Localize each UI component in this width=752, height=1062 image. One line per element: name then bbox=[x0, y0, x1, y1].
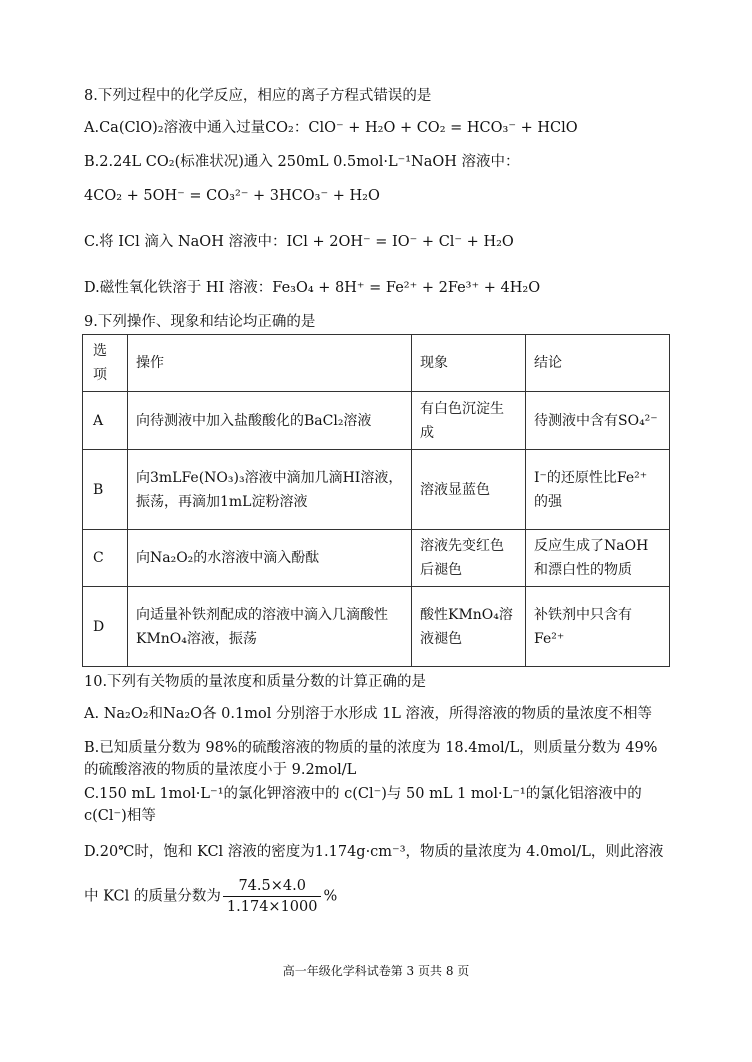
fraction-denominator: 1.174×1000 bbox=[226, 899, 318, 915]
q8-option-b-equation: 4CO₂ + 5OH⁻ = CO₃²⁻ + 3HCO₃⁻ + H₂O bbox=[84, 188, 380, 204]
page-footer: 高一年级化学科试卷第 3 页共 8 页 bbox=[282, 964, 470, 978]
phenomenon-cell: 有白色沉淀生成 bbox=[412, 392, 526, 450]
mass-fraction-formula bbox=[223, 876, 322, 917]
q10-option-c-line2: c(Cl⁻)相等 bbox=[84, 808, 156, 824]
table-row bbox=[83, 587, 670, 667]
q10-option-b-line2: 的硫酸溶液的物质的量浓度小于 9.2mol/L bbox=[84, 762, 357, 778]
phenomenon-cell: 溶液先变红色后褪色 bbox=[412, 530, 526, 587]
q8-stem: 8.下列过程中的化学反应，相应的离子方程式错误的是 bbox=[84, 88, 432, 104]
table-row bbox=[83, 450, 670, 530]
percent-sign: % bbox=[323, 888, 338, 905]
q10-option-a: A. Na₂O₂和Na₂O各 0.1mol 分别溶于水形成 1L 溶液，所得溶液的物质的量浓度不相等 bbox=[84, 706, 653, 722]
phenomenon-cell: 酸性KMnO₄溶液褪色 bbox=[412, 587, 526, 667]
q10-option-b-line1: B.已知质量分数为 98%的硫酸溶液的物质的量的浓度为 18.4mol/L，则质量分数为 49% bbox=[84, 740, 658, 756]
header-cell: 现象 bbox=[412, 335, 526, 392]
operation-cell: 向适量补铁剂配成的溶液中滴入几滴酸性KMnO₄溶液，振荡 bbox=[128, 587, 412, 667]
operation-cell: 向待测液中加入盐酸酸化的BaCl₂溶液 bbox=[128, 392, 412, 450]
phenomenon-cell: 溶液显蓝色 bbox=[412, 450, 526, 530]
q8-option-d: D.磁性氧化铁溶于 HI 溶液：Fe₃O₄ + 8H⁺ = Fe²⁺ + 2Fe³⁺ + 4H₂O bbox=[84, 280, 541, 296]
conclusion-cell: 待测液中含有SO₄²⁻ bbox=[526, 392, 670, 450]
conclusion-cell: I⁻的还原性比Fe²⁺的强 bbox=[526, 450, 670, 530]
q10-stem: 10.下列有关物质的量浓度和质量分数的计算正确的是 bbox=[84, 674, 427, 690]
operation-cell: 向3mLFe(NO₃)₃溶液中滴加几滴HI溶液，振荡，再滴加1mL淀粉溶液 bbox=[128, 450, 412, 530]
q10-option-c-line1: C.150 mL 1mol·L⁻¹的氯化钾溶液中的 c(Cl⁻)与 50 mL 1 mol·L⁻¹的氯化铝溶液中的 bbox=[84, 786, 642, 802]
q10-option-d-line2 bbox=[84, 876, 337, 917]
table-row bbox=[83, 530, 670, 587]
option-cell: C bbox=[83, 530, 128, 587]
option-cell: D bbox=[83, 587, 128, 667]
fraction-numerator: 74.5×4.0 bbox=[223, 876, 322, 897]
table-row bbox=[83, 392, 670, 450]
option-cell: B bbox=[83, 450, 128, 530]
header-cell: 操作 bbox=[128, 335, 412, 392]
q8-option-c: C.将 ICl 滴入 NaOH 溶液中：ICl + 2OH⁻ = IO⁻ + Cl⁻ + H₂O bbox=[84, 234, 514, 250]
q10-option-d-line1: D.20℃时，饱和 KCl 溶液的密度为1.174g·cm⁻³，物质的量浓度为 4.0mol/L，则此溶液 bbox=[84, 844, 664, 860]
header-cell: 选项 bbox=[83, 335, 128, 392]
table-header-row bbox=[83, 335, 670, 392]
option-cell: A bbox=[83, 392, 128, 450]
q9-stem: 9.下列操作、现象和结论均正确的是 bbox=[84, 314, 316, 330]
conclusion-cell: 反应生成了NaOH和漂白性的物质 bbox=[526, 530, 670, 587]
conclusion-cell: 补铁剂中只含有Fe²⁺ bbox=[526, 587, 670, 667]
q9-table bbox=[82, 334, 670, 667]
mass-fraction-prefix: 中 KCl 的质量分数为 bbox=[84, 888, 221, 905]
q8-option-b-line1: B.2.24L CO₂(标准状况)通入 250mL 0.5mol·L⁻¹NaOH 溶液中： bbox=[84, 154, 520, 170]
q8-option-a: A.Ca(ClO)₂溶液中通入过量CO₂：ClO⁻ + H₂O + CO₂ = HCO₃⁻ + HClO bbox=[84, 120, 578, 136]
header-cell: 结论 bbox=[526, 335, 670, 392]
operation-cell: 向Na₂O₂的水溶液中滴入酚酞 bbox=[128, 530, 412, 587]
